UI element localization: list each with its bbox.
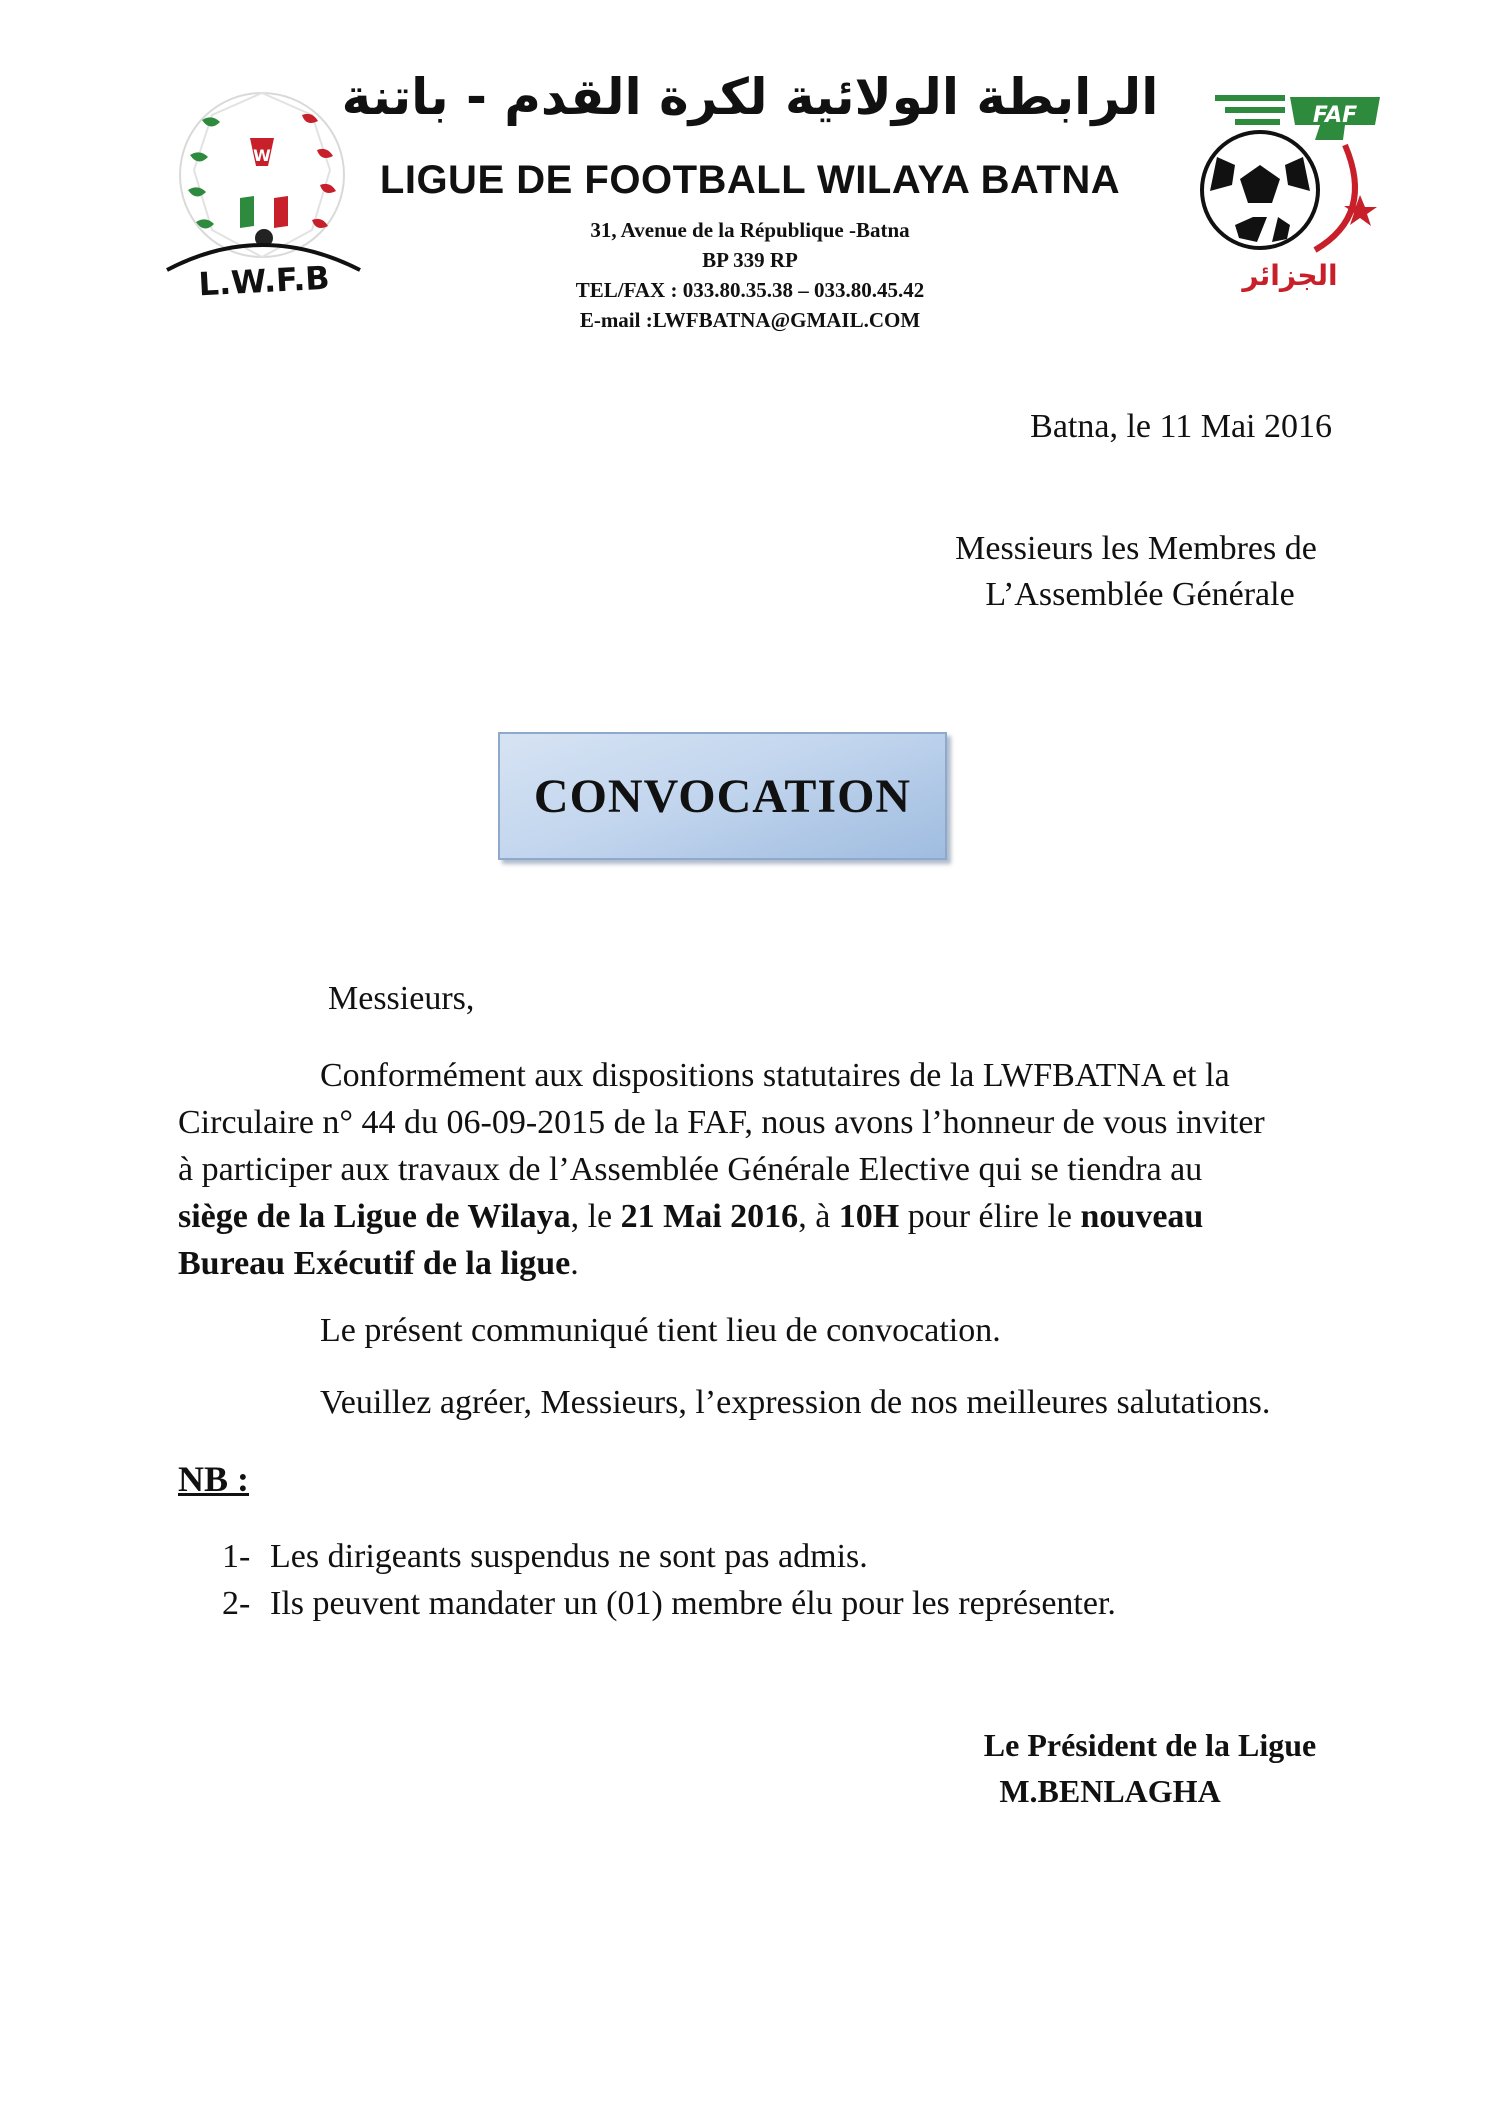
body-text-fragment: pour élire le (899, 1198, 1081, 1235)
letter-date: Batna, le 11 Mai 2016 (1030, 408, 1332, 445)
league-telfax: TEL/FAX : 033.80.35.38 – 033.80.45.42 (575, 278, 925, 302)
signature-block (930, 1722, 1350, 1814)
list-item (222, 1533, 1116, 1580)
meeting-date: 21 Mai 2016 (620, 1198, 799, 1235)
list-item-text: Ils peuvent mandater un (01) membre élu pour les représenter. (270, 1585, 1116, 1622)
recipient-line-2: L’Assemblée Générale (985, 576, 1295, 613)
faf-logo (1195, 85, 1395, 295)
convocation-title-box (498, 732, 947, 860)
paragraph-convocation-note: Le présent communiqué tient lieu de convocation. (320, 1312, 1001, 1349)
letter-body (178, 1052, 1328, 1287)
signature-title: Le Président de la Ligue (983, 1727, 1317, 1763)
league-po-box: BP 339 RP (702, 248, 798, 272)
right-logo-arabic: الجزائر (1242, 259, 1338, 292)
svg-text:FAF: FAF (1312, 103, 1358, 128)
list-item (222, 1580, 1116, 1627)
body-line-2: Circulaire n° 44 du 06-09-2015 de la FAF, nous avons l’honneur de vous inviter (178, 1104, 1265, 1141)
list-item-number: 1- (222, 1538, 251, 1575)
svg-text:L.W.F.B: L.W.F.B (197, 258, 331, 300)
league-title-french: LIGUE DE FOOTBALL WILAYA BATNA (379, 158, 1121, 202)
league-address: 31, Avenue de la République -Batna (590, 218, 910, 242)
paragraph-closing: Veuillez agréer, Messieurs, l’expression de nos meilleures salutations. (320, 1384, 1271, 1421)
recipient-block (880, 526, 1400, 618)
meeting-venue: siège de la Ligue de Wilaya (178, 1198, 571, 1235)
body-text-fragment: , à (798, 1198, 839, 1235)
nb-list (222, 1533, 1116, 1627)
convocation-title: CONVOCATION (533, 769, 912, 823)
meeting-time: 10H (838, 1198, 900, 1235)
body-line-3: à participer aux travaux de l’Assemblée Générale Elective qui se tiendra au (178, 1151, 1203, 1188)
nb-label: NB : (178, 1459, 249, 1499)
league-email: E-mail :LWFBATNA@GMAIL.COM (579, 308, 921, 332)
bureau-text-end: Bureau Exécutif de la ligue (178, 1245, 571, 1282)
signature-name: M.BENLAGHA (999, 1773, 1221, 1809)
league-title-arabic: الرابطة الولائية لكرة القدم - باتنة (341, 68, 1159, 126)
bureau-text-start: nouveau (1080, 1198, 1204, 1235)
body-text-fragment: , le (570, 1198, 621, 1235)
svg-text:W: W (253, 146, 271, 165)
body-line-1: Conformément aux dispositions statutaires de la LWFBATNA et la (320, 1057, 1230, 1094)
list-item-number: 2- (222, 1585, 251, 1622)
salutation: Messieurs, (328, 980, 475, 1017)
recipient-line-1: Messieurs les Membres de (955, 530, 1317, 567)
list-item-text: Les dirigeants suspendus ne sont pas admis. (270, 1538, 868, 1575)
body-text-fragment: . (570, 1245, 579, 1282)
